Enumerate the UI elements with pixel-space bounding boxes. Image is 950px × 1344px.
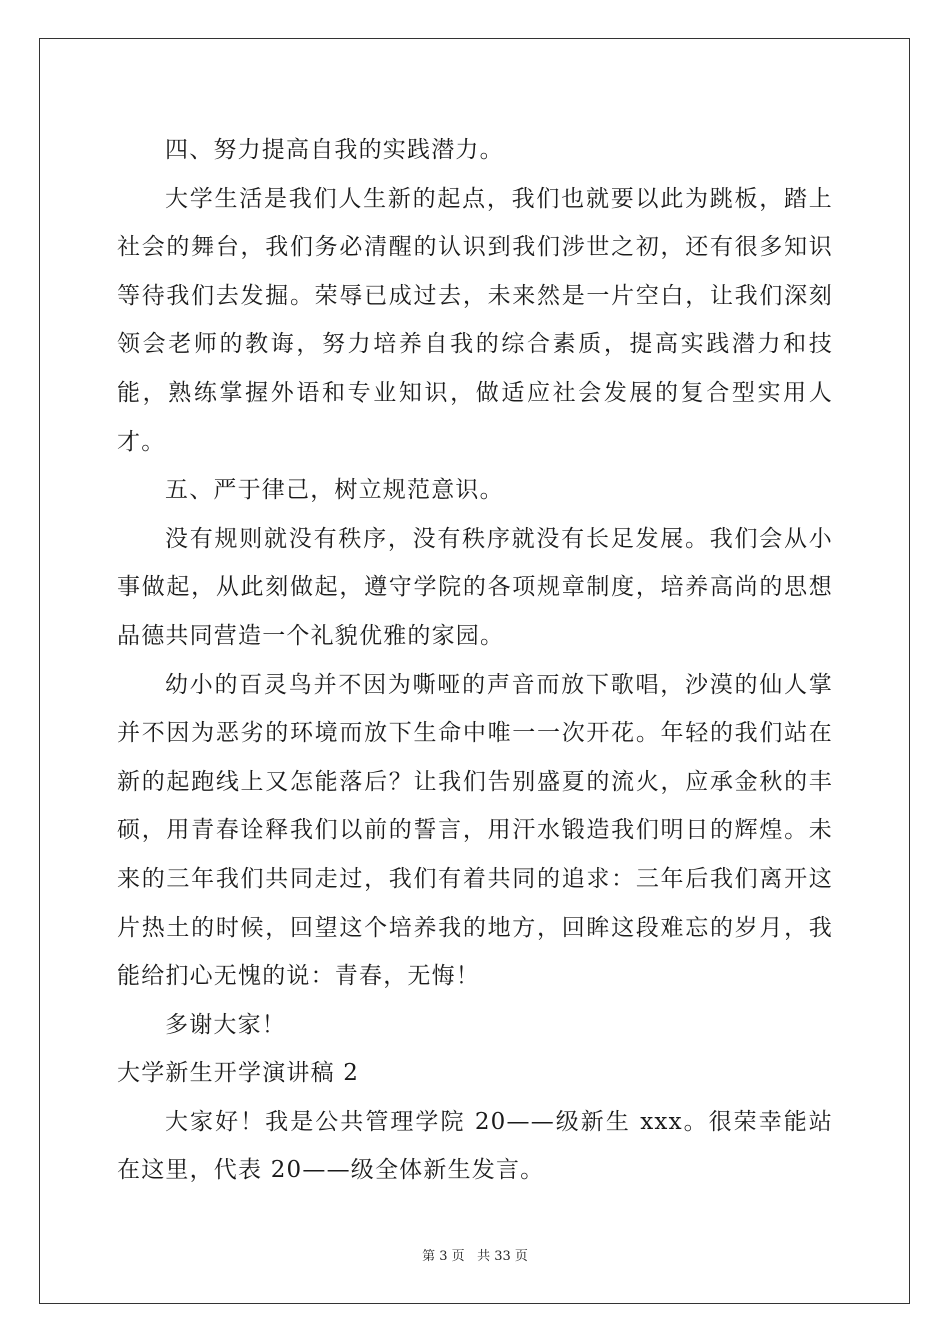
footer-gap (465, 1249, 477, 1264)
paragraph-1: 四、努力提高自我的实践潜力。 (165, 137, 504, 163)
paragraph-4: 没有规则就没有秩序，没有秩序就没有长足发展。我们会从小事做起，从此刻做起，遵守学院的各项规章制度，培养高尚的思想品德共同营造一个礼貌优雅的家园。 (117, 525, 833, 649)
page-footer (0, 1248, 950, 1266)
page-number: 第 3 页 (422, 1249, 465, 1264)
paragraph-5: 幼小的百灵鸟并不因为嘶哑的声音而放下歌唱，沙漠的仙人掌并不因为恶劣的环境而放下生命中唯一一次开花。年轻的我们站在新的起跑线上又怎能落后？让我们告别盛夏的流火，应承金秋的丰硕，用青春诠释我们以前的誓言，用汗水锻造我们明日的辉煌。未来的三年我们共同走过，我们有着共同的追求：三年后我们离开这片热土的时候，回望这个培养我的地方，回眸这段难忘的岁月，我能给扪心无愧的说：青春，无悔！ (117, 671, 833, 990)
paragraph-6: 多谢大家！ (165, 1011, 286, 1038)
paragraph-3: 五、严于律己，树立规范意识。 (165, 477, 504, 504)
document-body (117, 126, 833, 1195)
section-heading: 大学新生开学演讲稿 2 (117, 1060, 360, 1087)
paragraph-2: 大学生活是我们人生新的起点，我们也就要以此为跳板，踏上社会的舞台，我们务必清醒的认识到我们涉世之初，还有很多知识等待我们去发掘。荣辱已成过去，未来然是一片空白，让我们深刻领会老师的教诲，努力培养自我的综合素质，提高实践潜力和技能，熟练掌握外语和专业知识，做适应社会发展的复合型实用人才。 (117, 185, 833, 455)
paragraph-7: 大家好！我是公共管理学院 20——级新生 xxx。很荣幸能站在这里，代表 20——级全体新生发言。 (117, 1108, 833, 1184)
page-total: 共 33 页 (477, 1249, 528, 1264)
